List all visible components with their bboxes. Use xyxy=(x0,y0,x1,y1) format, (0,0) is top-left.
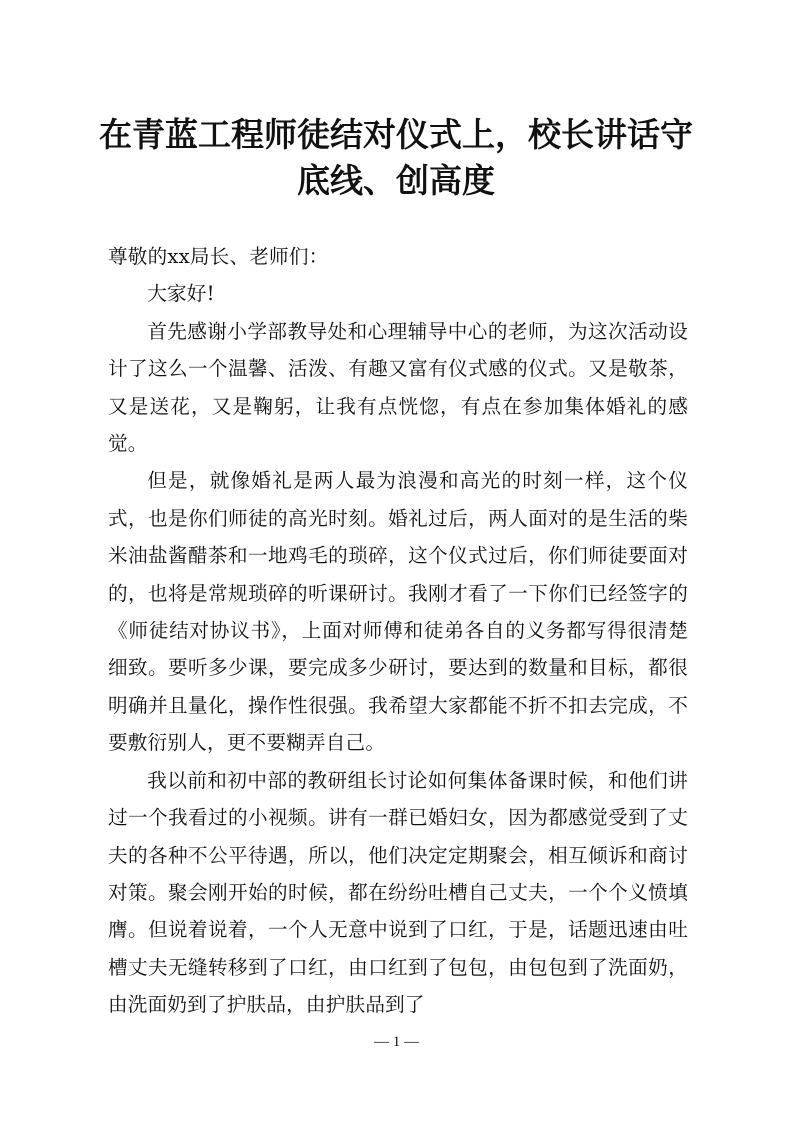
document-body xyxy=(108,238,688,1024)
document-title xyxy=(96,112,696,204)
salutation: 尊敬的xx局长、老师们： xyxy=(108,245,329,268)
title-line-1: 在青蓝工程师徒结对仪式上，校长讲话守 xyxy=(99,115,693,154)
paragraph-3: 我以前和初中部的教研组长讨论如何集体备课时候，和他们讲过一个我看过的小视频。讲有一群已婚妇女，因为都感觉受到了丈夫的各种不公平待遇，所以，他们决定定期聚会，相互倾诉和商讨对策。聚会刚开始的时候，都在纷纷吐槽自己丈夫，一个个义愤填膺。但说着说着，一个人无意中说到了口红，于是，话题迅速由吐槽丈夫无缝转移到了口红，由口红到了包包，由包包到了洗面奶，由洗面奶到了护肤品，由护肤品到了 xyxy=(108,768,688,1017)
paragraph-2: 但是，就像婚礼是两人最为浪漫和高光的时刻一样，这个仪式，也是你们师徒的高光时刻。婚礼过后，两人面对的是生活的柴米油盐酱醋茶和一地鸡毛的琐碎，这个仪式过后，你们师徒要面对的，也将是常规琐碎的听课研讨。我刚才看了一下你们已经签字的《师徒结对协议书》，上面对师傅和徒弟各自的义务都写得很清楚细致。要听多少课，要完成多少研讨，要达到的数量和目标，都很明确并且量化，操作性很强。我希望大家都能不折不扣去完成，不要敷衍别人，更不要糊弄自己。 xyxy=(108,469,688,755)
greeting: 大家好! xyxy=(147,282,215,306)
title-line-2: 底线、创高度 xyxy=(297,161,495,200)
page-number: — 1 — xyxy=(374,1034,419,1050)
paragraph-1: 首先感谢小学部教导处和心理辅导中心的老师，为这次活动设计了这么一个温馨、活泼、有趣又富有仪式感的仪式。又是敬茶，又是送花，又是鞠躬，让我有点恍惚，有点在参加集体婚礼的感觉。 xyxy=(108,319,688,456)
